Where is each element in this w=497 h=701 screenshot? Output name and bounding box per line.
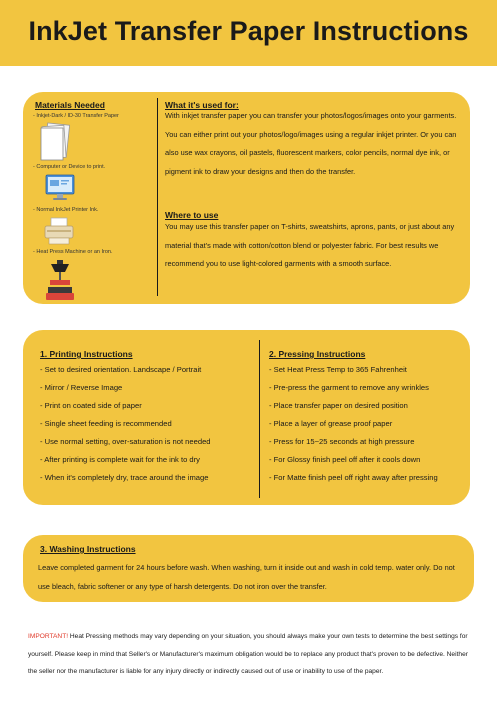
disclaimer: [28, 628, 473, 681]
list-item: - Press for 15~25 seconds at high pressure: [269, 437, 415, 446]
paper-stack-icon: [39, 122, 71, 162]
important-label: IMPORTANT!: [28, 633, 69, 640]
title-banner: [0, 0, 497, 66]
list-item: - Set to desired orientation. Landscape / Portrait: [40, 365, 202, 374]
washing-text: Leave completed garment for 24 hours before wash. When washing, turn it inside out and wash in cold temp. water only. Do not use bleach, fabric softener or any type of harsh detergents. Do not iron over the transfer.: [38, 563, 455, 591]
materials-and-usage-card: [23, 92, 470, 304]
used-for-heading: What it's used for:: [165, 100, 239, 110]
washing-card: [23, 535, 474, 602]
column-divider: [259, 340, 260, 498]
printer-icon: [43, 217, 75, 247]
washing-heading: 3. Washing Instructions: [40, 544, 136, 554]
list-item: - Pre-press the garment to remove any wrinkles: [269, 383, 429, 392]
list-item: - Mirror / Reverse Image: [40, 383, 123, 392]
list-item: - For Glossy finish peel off after it cools down: [269, 455, 421, 464]
printing-list: [40, 361, 211, 487]
disclaimer-text: Heat Pressing methods may vary depending on your situation, you should always make your own tests to determine the best settings for yourself. Please keep in mind that Seller's or Manufacturer's maximum obligation would be to replace any product that's proven to be defective. Neither the seller nor the manufacturer is liable for any injury directly or indirectly caused out of use or inability to use of the paper.: [28, 633, 468, 675]
material-item-label: - Inkjet-Dark / ID-30 Transfer Paper: [33, 113, 119, 119]
instructions-card: [23, 330, 470, 505]
list-item: - Use normal setting, over-saturation is not needed: [40, 437, 211, 446]
list-item: - For Matte finish peel off right away after pressing: [269, 473, 438, 482]
column-divider: [157, 98, 158, 296]
list-item: - Single sheet feeding is recommended: [40, 419, 172, 428]
list-item: - When it's completely dry, trace around the image: [40, 473, 209, 482]
page-title: InkJet Transfer Paper Instructions: [28, 16, 469, 46]
printing-heading: 1. Printing Instructions: [40, 349, 133, 359]
computer-monitor-icon: [45, 174, 75, 202]
heat-press-icon: [45, 260, 75, 302]
material-item-label: - Normal InkJet Printer Ink.: [33, 207, 99, 213]
material-item-label: - Heat Press Machine or an Iron.: [33, 249, 113, 255]
used-for-text: With inkjet transfer paper you can transfer your photos/logos/images onto your garments. You can either print out your photos/logo/images using a regular inkjet printer. Or you can also use wax crayons, oil pastels, fluorescent markers, color pencils, normal dye ink, or pigment ink to draw your designs and then do the transfer.: [165, 111, 457, 176]
materials-heading: Materials Needed: [35, 100, 105, 110]
list-item: - Place a layer of grease proof paper: [269, 419, 393, 428]
pressing-list: [269, 361, 438, 487]
list-item: - After printing is complete wait for the ink to dry: [40, 455, 200, 464]
pressing-heading: 2. Pressing Instructions: [269, 349, 366, 359]
list-item: - Print on coated side of paper: [40, 401, 142, 410]
where-to-use-text: You may use this transfer paper on T-shirts, sweatshirts, aprons, pants, or just about any material that's made with cotton/cotton blend or polyester fabric. For best results we recommend you to use light-colored garments with a smooth surface.: [165, 222, 455, 268]
list-item: - Set Heat Press Temp to 365 Fahrenheit: [269, 365, 407, 374]
list-item: - Place transfer paper on desired position: [269, 401, 408, 410]
material-item-label: - Computer or Device to print.: [33, 164, 106, 170]
where-to-use-heading: Where to use: [165, 210, 219, 220]
